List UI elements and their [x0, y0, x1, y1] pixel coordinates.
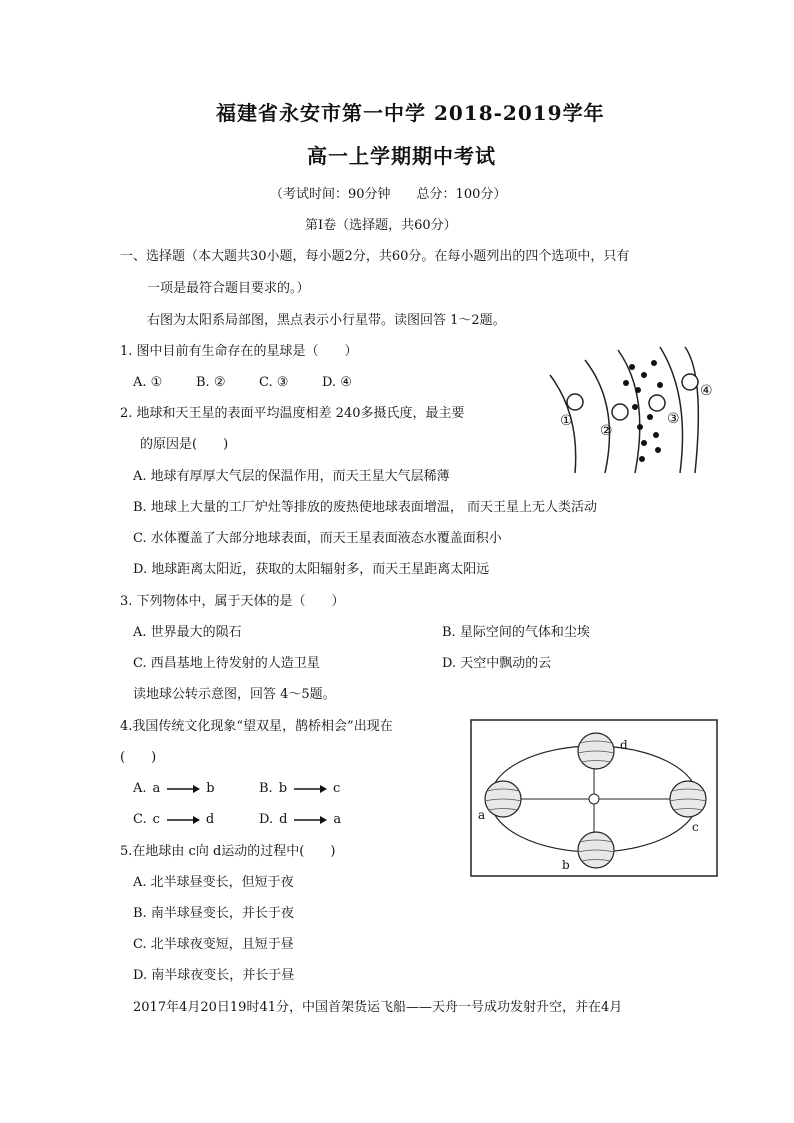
q3-option-b: B. 星际空间的气体和尘埃: [442, 625, 590, 640]
q3-stem: 3. 下列物体中，属于天体的是（ ）: [120, 594, 345, 609]
q4-option-a: [133, 780, 215, 798]
right-arrow-icon: [166, 815, 200, 825]
q1-option-a: A. ①: [133, 375, 163, 390]
q4-stem: 4.我国传统文化现象“望双星，鹊桥相会”出现在: [120, 719, 393, 734]
q4-option-c-from: c: [152, 812, 160, 827]
intro-q4-5: 读地球公转示意图，回答 4～5题。: [133, 687, 336, 702]
q4-option-d-label: D.: [259, 812, 274, 827]
right-arrow-icon: [166, 784, 200, 794]
q4-option-d-to: a: [333, 812, 342, 827]
planet-2: [612, 404, 628, 420]
q4-option-d: [259, 811, 341, 829]
q2-option-b: B. 地球上大量的工厂炉灶等排放的废热使地球表面增温， 而天王星上无人类活动: [133, 500, 597, 515]
q3-option-d: D. 天空中飘动的云: [442, 656, 552, 671]
section1-heading-cont: 一项是最符合题目要求的。）: [147, 281, 310, 296]
position-label-c: c: [692, 820, 699, 834]
section1-heading: 一、选择题（本大题共30小题，每小题2分，共60分。在每小题列出的四个选项中，只有: [120, 249, 630, 264]
q4-option-c: [133, 811, 214, 829]
right-arrow-icon: [293, 784, 327, 794]
q4-option-a-to: b: [206, 781, 215, 796]
q5-option-b: B. 南半球昼变长，并长于夜: [133, 906, 294, 921]
q4-option-c-label: C.: [133, 812, 147, 827]
q4-option-a-label: A.: [133, 781, 147, 796]
q2-stem-cont: 的原因是( ): [140, 437, 229, 452]
exam-title-line1: 福建省永安市第一中学 2018-2019学年: [216, 101, 605, 125]
orbit-arc-5: [685, 347, 698, 473]
q4-option-b-label: B.: [259, 781, 273, 796]
q1-option-b: B. ②: [196, 375, 226, 390]
q5-option-a: A. 北半球昼变长，但短于夜: [133, 875, 294, 890]
q3-option-c: C. 西昌基地上待发射的人造卫星: [133, 656, 320, 671]
q4-option-b-to: c: [333, 781, 341, 796]
earth-revolution-diagram: [470, 719, 718, 877]
q4-option-d-from: d: [279, 812, 288, 827]
intro-q1-2: 右图为太阳系局部图，黑点表示小行星带。读图回答 1～2题。: [147, 313, 506, 328]
q2-option-a: A. 地球有厚厚大气层的保温作用，而天王星大气层稀薄: [133, 469, 450, 484]
q4-option-a-from: a: [152, 781, 161, 796]
q4-stem-cont: ( ): [120, 750, 157, 765]
q4-option-b: [259, 780, 340, 798]
q5-option-d: D. 南半球夜变长，并长于昼: [133, 968, 295, 983]
q2-option-d: D. 地球距离太阳近，获取的太阳辐射多，而天王星距离太阳远: [133, 562, 490, 577]
solar-system-diagram: [540, 345, 730, 475]
footer-paragraph: 2017年4月20日19时41分，中国首架货运飞船——天舟一号成功发射升空，并在4月: [133, 1000, 623, 1015]
section-title: 第Ⅰ卷（选择题，共60分）: [305, 218, 457, 233]
position-label-b: b: [562, 858, 570, 872]
planet-label-4: ④: [700, 383, 713, 399]
q5-stem: 5.在地球由 c向 d运动的过程中( ): [120, 844, 336, 859]
q1-option-d: D. ④: [322, 375, 352, 390]
q5-option-c: C. 北半球夜变短，且短于昼: [133, 937, 294, 952]
q1-option-c: C. ③: [259, 375, 289, 390]
q4-option-c-to: d: [205, 812, 215, 827]
planet-3: [649, 395, 665, 411]
position-label-d: d: [620, 738, 628, 752]
right-arrow-icon: [293, 815, 327, 825]
orbit-arc-4: [660, 347, 683, 473]
planet-label-2: ②: [600, 423, 613, 439]
planet-1: [567, 394, 583, 410]
q3-option-a: A. 世界最大的陨石: [133, 625, 242, 640]
planet-4: [682, 374, 698, 390]
exam-title-line2: 高一上学期期中考试: [307, 144, 496, 168]
q2-option-c: C. 水体覆盖了大部分地球表面，而天王星表面液态水覆盖面积小: [133, 531, 502, 546]
orbit-arc-2: [585, 360, 610, 473]
planet-label-1: ①: [560, 413, 573, 429]
position-label-a: a: [478, 808, 486, 822]
q4-option-b-from: b: [278, 781, 288, 796]
q1-stem: 1. 图中目前有生命存在的星球是（ ）: [120, 344, 358, 359]
q2-stem: 2. 地球和天王星的表面平均温度相差 240多摄氏度，最主要: [120, 406, 465, 421]
planet-label-3: ③: [667, 411, 680, 427]
exam-info: （考试时间：90分钟 总分：100分）: [270, 187, 507, 202]
